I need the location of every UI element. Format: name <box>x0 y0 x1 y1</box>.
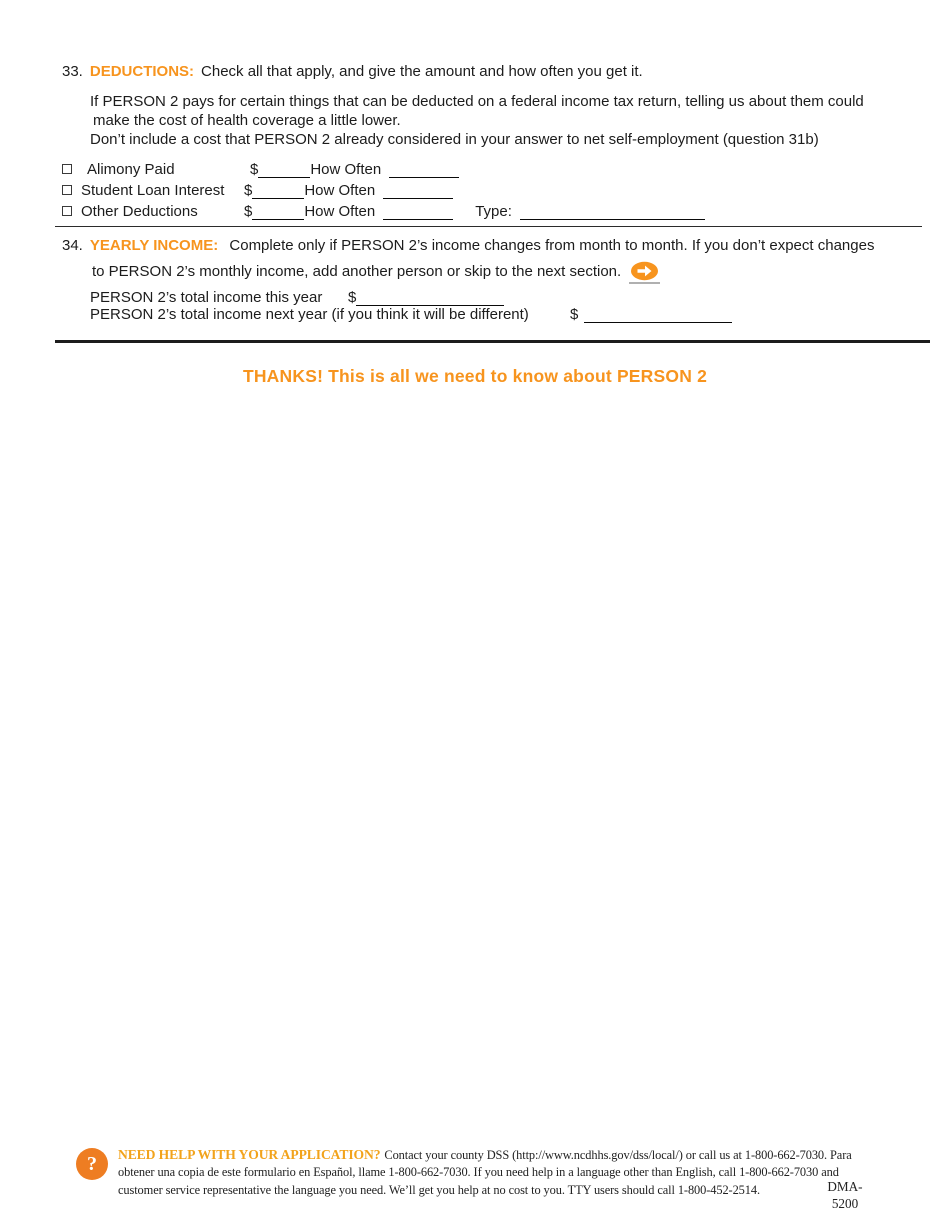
income-this-year-label: PERSON 2’s total income this year <box>90 289 323 306</box>
other-deductions-frequency-field[interactable] <box>383 205 453 220</box>
deduction-row-other <box>62 199 705 220</box>
other-deductions-label: Other Deductions <box>81 203 198 220</box>
student-loan-interest-label: Student Loan Interest <box>81 182 225 199</box>
question-34-heading <box>62 237 874 254</box>
question-mark-glyph: ? <box>87 1152 97 1175</box>
alimony-paid-label: Alimony Paid <box>87 161 175 178</box>
other-deductions-type-field[interactable] <box>520 205 705 220</box>
question-34-title: YEARLY INCOME: <box>89 237 219 254</box>
dollar-sign: $ <box>250 161 259 178</box>
income-next-year-field[interactable] <box>584 308 732 323</box>
footer-line-1-text: Contact your county DSS (http://www.ncdhhs.gov/dss/local/) or call us at 1-800-662-7030. Para <box>384 1148 852 1162</box>
question-34-instruction-line2-row <box>92 261 660 284</box>
how-often-label: How Often <box>304 203 376 220</box>
question-33-instruction: Check all that apply, and give the amount and how often you get it. <box>201 63 643 80</box>
dollar-sign: $ <box>244 182 253 199</box>
type-label: Type: <box>475 203 512 220</box>
dollar-sign: $ <box>244 203 253 220</box>
income-this-year-field[interactable] <box>356 291 504 306</box>
deduction-row-student-loan <box>62 178 705 199</box>
student-loan-interest-checkbox[interactable] <box>62 185 72 195</box>
note-line-3: Don’t include a cost that PERSON 2 already considered in your answer to net self-employment (question 31b) <box>90 131 819 148</box>
thanks-banner: THANKS! This is all we need to know about PERSON 2 <box>242 366 708 386</box>
how-often-label: How Often <box>310 161 382 178</box>
question-34-instruction-line1: Complete only if PERSON 2’s income changes from month to month. If you don’t expect changes <box>229 237 875 254</box>
skip-arrow-underline <box>629 261 660 284</box>
section-divider-thin <box>55 226 922 227</box>
income-next-year-label: PERSON 2’s total income next year (if you think it will be different) <box>90 306 529 323</box>
other-deductions-checkbox[interactable] <box>62 206 72 216</box>
alimony-frequency-field[interactable] <box>389 163 459 178</box>
dollar-sign: $ <box>570 306 579 323</box>
footer-line-2: obtener una copia de este formulario en Español, llame 1-800-662-7030. If you need help in a language other than English, call 1-800-662-7030 and <box>118 1165 839 1180</box>
note-line-2: make the cost of health coverage a little lower. <box>93 112 401 129</box>
dollar-sign: $ <box>348 289 357 306</box>
form-number <box>820 1178 870 1212</box>
income-next-year-row <box>90 306 732 323</box>
question-33-title: DEDUCTIONS: <box>89 63 195 80</box>
income-this-year-row <box>90 289 504 306</box>
help-icon <box>76 1148 108 1180</box>
question-34-number: 34. <box>62 237 83 254</box>
other-deductions-amount-field[interactable] <box>252 205 304 220</box>
student-loan-amount-field[interactable] <box>252 184 304 199</box>
footer-help-text <box>118 1146 930 1199</box>
note-line-1: If PERSON 2 pays for certain things that can be deducted on a federal income tax return, telling us about them could <box>90 93 864 110</box>
question-33-number: 33. <box>62 63 83 80</box>
alimony-paid-checkbox[interactable] <box>62 164 72 174</box>
question-33-heading <box>62 63 643 80</box>
footer-line-1 <box>118 1146 930 1164</box>
deduction-row-alimony <box>62 157 705 178</box>
section-divider-thick <box>55 340 930 343</box>
question-34-instruction-line2: to PERSON 2’s monthly income, add another person or skip to the next section. <box>92 263 622 280</box>
skip-arrow-icon <box>630 261 659 281</box>
how-often-label: How Often <box>304 182 376 199</box>
form-number-line-1: DMA- <box>827 1179 863 1194</box>
question-33-note <box>90 92 864 149</box>
deductions-rows <box>62 157 705 220</box>
footer-heading: NEED HELP WITH YOUR APPLICATION? <box>118 1147 381 1162</box>
footer-line-3: customer service representative the language you need. We’ll get you help at no cost to you. TTY users should call 1-800-452-2514. <box>118 1182 760 1197</box>
form-number-line-2: 5200 <box>831 1196 859 1211</box>
alimony-amount-field[interactable] <box>258 163 310 178</box>
student-loan-frequency-field[interactable] <box>383 184 453 199</box>
